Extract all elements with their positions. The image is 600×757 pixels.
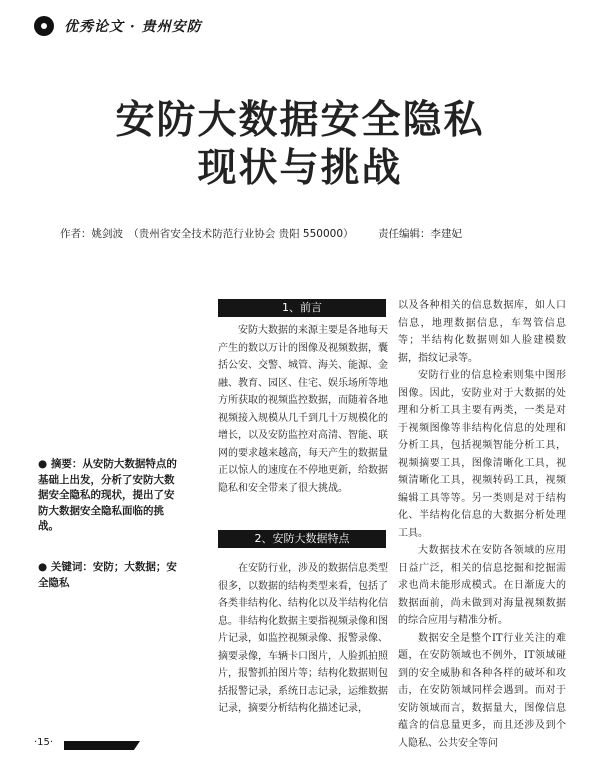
author-line: 作者：姚剑波 （贵州省安全技术防范行业协会 贵阳 550000） <box>60 228 354 240</box>
footer-decoration <box>64 741 140 750</box>
intro-text <box>218 322 388 522</box>
journal-header <box>34 14 202 38</box>
paragraph: 以及各种相关的信息数据库，如人口信息，地理数据信息，车驾管信息等；半结构化数据则如人脸建模数据，指纹记录等。 <box>398 300 566 364</box>
page-title-line1: 安防大数据安全隐私 <box>115 98 485 143</box>
byline <box>60 226 560 241</box>
right-column <box>398 297 566 749</box>
paragraph: 数据安全是整个IT行业关注的难题，在安防领域也不例外，IT领域碰到的安全威胁和各种各样的破坏和攻击，在安防领域同样会遇到。而对于安防领域而言，数据量大，图像信息蕴含的信息量更多，而且还涉及到个人隐私、公共安全等问 <box>398 632 566 749</box>
features-text <box>218 560 388 735</box>
page-number: ·15· <box>34 737 54 748</box>
paragraph: 在安防行业，涉及的数据信息类型很多，以数据的结构类型来看，包括了各类非结构化、结构化以及半结构化信息。非结构化数据主要指视频录像和图片记录，如监控视频录像、报警录像、摘要录像，车辆卡口图片，人脸抓拍照片，报警抓拍图片等；结构化数据则包括报警记录，系统日志记录，运维数据记录，摘要分析结构化描述记录， <box>218 563 388 714</box>
bullet-icon <box>34 16 54 36</box>
paragraph: 安防大数据的来源主要是各地每天产生的数以万计的图像及视频数据，囊括公安、交警、城管、海关、能源、金融、教育、园区、住宅、娱乐场所等地方所获取的视频监控数据，而随着各地视频接入规模从几千到几十万规模化的增长，以及安防监控对高清、智能、联网的要求越来越高，每天产生的数据量正以惊人的速度在不停地更新，给数据隐私和安全带来了很大挑战。 <box>218 325 388 494</box>
paragraph: 大数据技术在安防各领域的应用日益广泛，相关的信息挖掘和挖掘需求也尚未能形成模式。在日渐庞大的数据面前，尚未做到对海量视频数据的综合应用与精准分析。 <box>398 545 566 626</box>
page-title-line2: 现状与挑战 <box>197 146 403 191</box>
paragraph: 安防行业的信息检索则集中图形图像。因此，安防业对于大数据的处理和分析工具主要有两类，一类是对于视频图像等非结构化信息的处理和分析工具，包括视频智能分析工具，视频摘要工具，图像清晰化工具，视频清晰化工具，视频转码工具，视频编辑工具等等。另一类则是对于结构化、半结构化信息的大数据分析处理工具。 <box>398 370 566 539</box>
editor-line: 责任编辑：李建妃 <box>378 228 462 240</box>
abstract: ● 摘要：从安防大数据特点的基础上出发，分析了安防大数据安全隐私的现状，提出了安防大数据安全隐私面临的挑战。 <box>38 458 177 532</box>
journal-label: 优秀论文 · 贵州安防 <box>64 19 202 35</box>
section-heading-intro: 1、前言 <box>218 299 386 317</box>
keywords: ● 关键词：安防；大数据；安全隐私 <box>38 561 177 589</box>
section-heading-features: 2、安防大数据特点 <box>218 530 386 548</box>
